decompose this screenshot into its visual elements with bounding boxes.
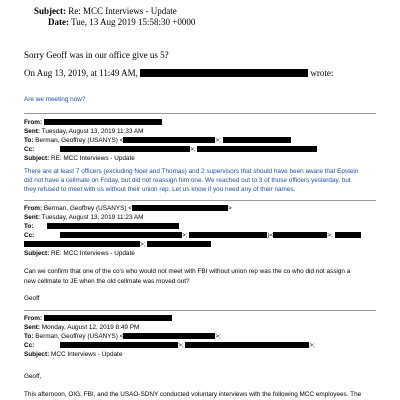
redaction-block <box>60 342 178 348</box>
msg3-to <box>24 333 221 340</box>
msg1-cc-label: Cc: <box>24 146 35 153</box>
separator: >; <box>182 232 188 239</box>
redaction-block <box>60 146 190 152</box>
msg2-subject <box>24 250 135 257</box>
msg1-sent-value: Tuesday, August 13, 2019 11:33 AM <box>41 128 144 135</box>
redaction-block <box>132 205 228 211</box>
msg2-from-label: From: <box>24 205 43 212</box>
redaction-block <box>273 232 327 238</box>
msg3-subject-value: MCC Interviews - Update <box>51 351 123 358</box>
separator: >; <box>327 232 333 239</box>
redaction-block <box>44 119 162 125</box>
msg2-sent-label: Sent: <box>24 214 40 221</box>
separator: >; <box>190 146 196 153</box>
msg2-signature: Geoff <box>24 295 40 302</box>
msg1-subject <box>24 155 135 162</box>
redaction-block <box>147 241 211 247</box>
separator: >; <box>215 137 221 144</box>
msg1-subject-label: Subject: <box>24 155 50 162</box>
msg2-body-line: Can we confirm that one of the co's who would not meet with FBI without union rep was the co who did not assign a <box>24 268 351 275</box>
redaction-block <box>123 333 215 339</box>
msg3-greeting: Geoff, <box>24 373 42 380</box>
msg3-from <box>24 315 172 322</box>
msg2-sent <box>24 214 144 221</box>
redaction-block <box>197 146 317 152</box>
msg3-to-label: To: <box>24 333 34 340</box>
separator: >; <box>309 342 315 349</box>
reply-wrote-prefix: On Aug 13, 2019, at 11:49 AM, <box>24 68 138 78</box>
redaction-block <box>335 232 361 238</box>
separator: >; <box>215 333 221 340</box>
reply-wrote-suffix: wrote: <box>310 68 334 78</box>
msg3-subject <box>24 351 122 358</box>
msg3-cc-label: Cc: <box>24 342 35 349</box>
msg2-to <box>24 223 179 230</box>
msg2-cc <box>24 232 361 239</box>
redaction-block <box>189 232 267 238</box>
redaction-block <box>60 232 182 238</box>
msg1-to-value: Berman, Geoffrey (USANYS) < <box>35 137 124 144</box>
separator: >; <box>178 342 184 349</box>
separator: >; <box>140 241 146 248</box>
msg2-from-value: Berman, Geoffrey (USANYS) < <box>43 205 133 212</box>
msg2-from <box>24 205 232 212</box>
msg1-body-line: they refused to meet with us without their union rep. Let us know if you need any of their names. <box>24 186 296 193</box>
msg2-subject-value: RE: MCC Interviews - Update <box>51 250 135 257</box>
msg1-to <box>24 137 291 144</box>
msg1-sent <box>24 128 144 135</box>
separator: )< <box>267 232 274 239</box>
msg3-body-line: This afternoon, OIG, FBI, and the USAO-SDNY conducted voluntary interviews with the following MCC employees. The <box>24 391 362 398</box>
msg1-from-label: From: <box>24 119 43 126</box>
msg2-cc-label: Cc: <box>24 232 35 239</box>
header-date-label: Date: <box>48 17 69 27</box>
message-divider <box>24 310 376 311</box>
msg3-sent-value: Monday, August 12, 2019 8:49 PM <box>41 324 140 331</box>
msg1-from <box>24 119 162 126</box>
msg2-subject-label: Subject: <box>24 250 50 257</box>
redaction-block <box>47 223 179 229</box>
msg2-body-line: new cellmate to JE when the old cellmate was moved out? <box>24 278 190 285</box>
msg2-sent-value: Tuesday, August 13, 2019 11:23 AM <box>41 214 144 221</box>
msg1-to-label: To: <box>24 137 34 144</box>
header-subject-value: Re: MCC Interviews - Update <box>68 6 177 16</box>
msg3-cc <box>24 342 315 349</box>
msg1-cc <box>24 146 317 153</box>
redaction-block <box>24 241 140 247</box>
reply-body: Sorry Geoff was in our office give us 5? <box>24 50 169 60</box>
msg3-sent-label: Sent: <box>24 324 40 331</box>
msg1-body-line: There are at least 7 officers (excluding Noel and Thomas) and 2 supervisors that should have been aware that Epstein <box>24 168 359 175</box>
quoted-question: Are we meeting now? <box>24 96 86 103</box>
msg3-sent <box>24 324 139 331</box>
redaction-block <box>44 315 172 321</box>
redaction-block <box>140 69 308 77</box>
msg1-subject-value: RE: MCC Interviews - Update <box>51 155 135 162</box>
header-date <box>48 17 195 27</box>
msg2-cc-continued <box>24 241 211 248</box>
redaction-block <box>223 137 291 143</box>
msg3-from-label: From: <box>24 315 43 322</box>
header-subject <box>34 6 177 16</box>
msg3-subject-label: Subject: <box>24 351 50 358</box>
header-date-value: Tue, 13 Aug 2019 15:58:30 +0000 <box>71 17 196 27</box>
separator: > <box>228 205 232 212</box>
msg1-sent-label: Sent: <box>24 128 40 135</box>
msg2-to-label: To: <box>24 223 34 230</box>
msg3-to-value: Berman, Geoffrey (USANYS) < <box>35 333 124 340</box>
redaction-block <box>185 342 309 348</box>
header-subject-label: Subject: <box>34 6 66 16</box>
reply-wrote-line <box>24 68 333 78</box>
message-divider <box>24 113 376 114</box>
redaction-block <box>123 137 215 143</box>
msg1-body-line: did not have a cellmate on Friday, but did not reassign him one. We reached out to 3 of those officers yesterday, but <box>24 177 351 184</box>
message-divider <box>24 200 376 201</box>
